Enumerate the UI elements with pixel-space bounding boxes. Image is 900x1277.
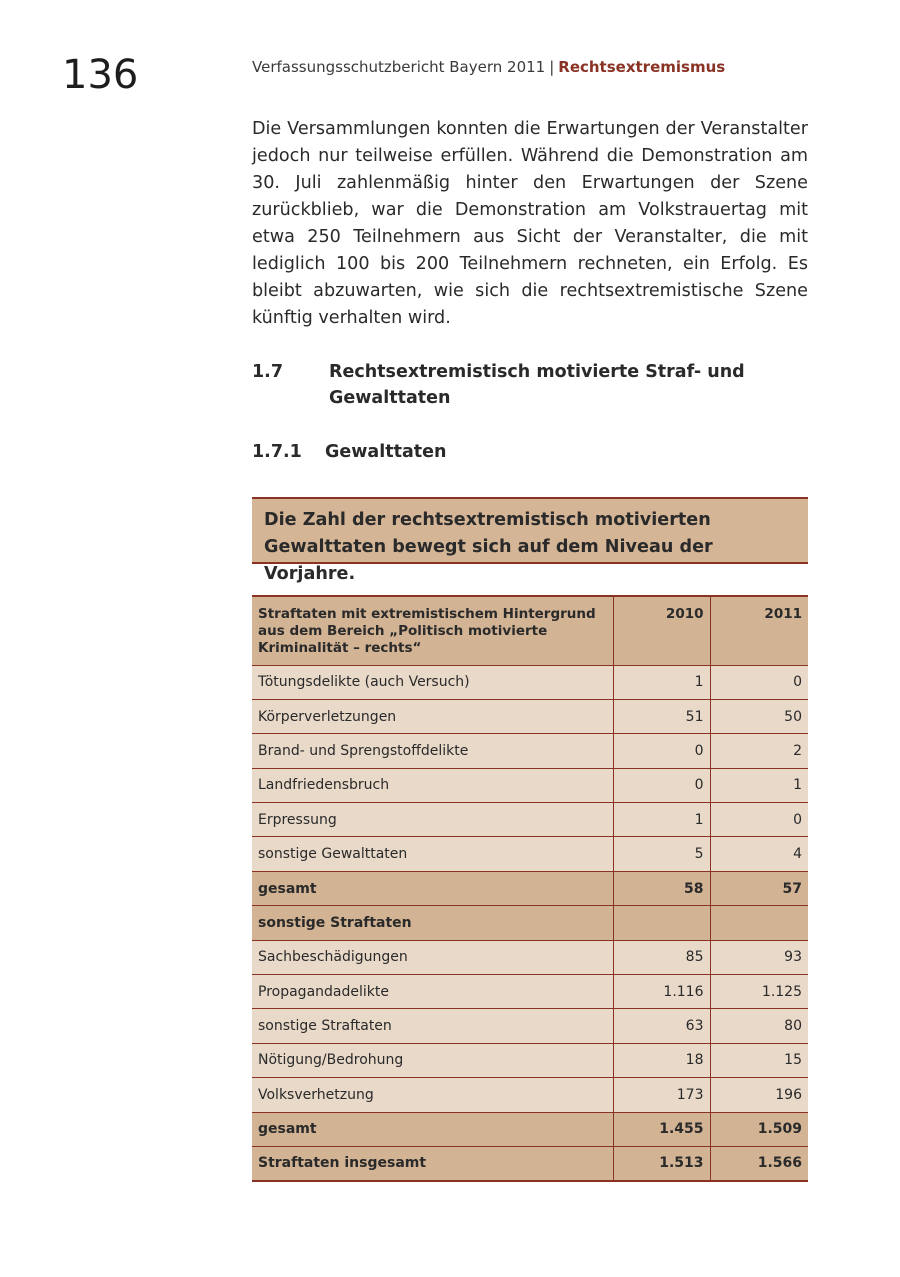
table-row — [252, 975, 808, 1009]
row-label: Nötigung/Bedrohung — [252, 1043, 613, 1077]
summary-callout: Die Zahl der rechtsextremistisch motivierten Gewalttaten bewegt sich auf dem Niveau der Vorjahre. — [252, 497, 808, 564]
value-2011: 80 — [710, 1009, 808, 1043]
subsection-title: Gewalttaten — [325, 442, 447, 462]
row-label: sonstige Straftaten — [252, 906, 613, 940]
row-label: gesamt — [252, 1112, 613, 1146]
value-2010: 1 — [613, 803, 710, 837]
row-label: Tötungsdelikte (auch Versuch) — [252, 665, 613, 699]
value-2011: 1.509 — [710, 1112, 808, 1146]
value-2010: 85 — [613, 940, 710, 974]
table-subheader-row — [252, 906, 808, 940]
row-label: Erpressung — [252, 803, 613, 837]
value-2010: 51 — [613, 699, 710, 733]
row-label: gesamt — [252, 871, 613, 905]
section-name: Rechtsextremismus — [558, 58, 726, 76]
value-2011: 0 — [710, 665, 808, 699]
table-grand-total-row — [252, 1146, 808, 1180]
value-2011: 2 — [710, 734, 808, 768]
table-row — [252, 699, 808, 733]
intro-text: Die Versammlungen konnten die Erwartungen der Veranstalter jedoch nur teilweise erfüllen. Während die Demonstration am 30. Juli zahlenmäßig hinter den Erwartungen der Szene zurückblieb, war die Demonstration am Volkstrauertag mit etwa 250 Teilnehmern aus Sicht der Veranstalter, die mit lediglich 100 bis 200 Teilnehmern rechneten, ein Erfolg. Es bleibt abzuwarten, wie sich die rechtsextremistische Szene künftig verhalten wird. — [252, 119, 808, 328]
table-row — [252, 803, 808, 837]
value-2010: 63 — [613, 1009, 710, 1043]
table-total-row — [252, 871, 808, 905]
value-2011: 196 — [710, 1078, 808, 1112]
running-head-separator: | — [549, 58, 555, 76]
value-2010: 5 — [613, 837, 710, 871]
value-2011: 1.125 — [710, 975, 808, 1009]
page-number: 136 — [62, 52, 139, 98]
table-row — [252, 1078, 808, 1112]
subsection-number: 1.7.1 — [252, 442, 302, 462]
table-row — [252, 837, 808, 871]
value-2010: 0 — [613, 734, 710, 768]
row-label: Brand- und Sprengstoffdelikte — [252, 734, 613, 768]
row-label: Propagandadelikte — [252, 975, 613, 1009]
header-year-2011: 2011 — [710, 596, 808, 665]
value-2010: 173 — [613, 1078, 710, 1112]
table-row — [252, 1009, 808, 1043]
table-row — [252, 734, 808, 768]
value-2011: 0 — [710, 803, 808, 837]
intro-paragraph — [252, 116, 808, 332]
value-2011 — [710, 906, 808, 940]
row-label: sonstige Gewalttaten — [252, 837, 613, 871]
value-2011: 93 — [710, 940, 808, 974]
table-row — [252, 665, 808, 699]
statistics-table — [252, 595, 808, 1182]
value-2010: 58 — [613, 871, 710, 905]
value-2011: 57 — [710, 871, 808, 905]
row-label: sonstige Straftaten — [252, 1009, 613, 1043]
header-year-2010: 2010 — [613, 596, 710, 665]
section-title: Rechtsextremistisch motivierte Straf- und Gewalttaten — [329, 362, 745, 408]
value-2010: 1.455 — [613, 1112, 710, 1146]
value-2010: 18 — [613, 1043, 710, 1077]
value-2010: 0 — [613, 768, 710, 802]
table-total-row — [252, 1112, 808, 1146]
value-2010: 1.513 — [613, 1146, 710, 1180]
value-2010: 1 — [613, 665, 710, 699]
value-2011: 50 — [710, 699, 808, 733]
row-label: Volksverhetzung — [252, 1078, 613, 1112]
value-2011: 4 — [710, 837, 808, 871]
value-2010 — [613, 906, 710, 940]
row-label: Sachbeschädigungen — [252, 940, 613, 974]
value-2011: 1 — [710, 768, 808, 802]
value-2011: 1.566 — [710, 1146, 808, 1180]
section-number: 1.7 — [252, 362, 284, 382]
value-2011: 15 — [710, 1043, 808, 1077]
table-header-row — [252, 596, 808, 665]
table-row — [252, 1043, 808, 1077]
header-category: Straftaten mit extremistischem Hintergrund aus dem Bereich „Politisch motivierte Kriminalität – rechts“ — [252, 596, 613, 665]
publication-title: Verfassungsschutzbericht Bayern 2011 — [252, 58, 546, 76]
row-label: Körperverletzungen — [252, 699, 613, 733]
running-head — [252, 58, 725, 76]
table-row — [252, 940, 808, 974]
value-2010: 1.116 — [613, 975, 710, 1009]
row-label: Straftaten insgesamt — [252, 1146, 613, 1180]
row-label: Landfriedensbruch — [252, 768, 613, 802]
table-row — [252, 768, 808, 802]
